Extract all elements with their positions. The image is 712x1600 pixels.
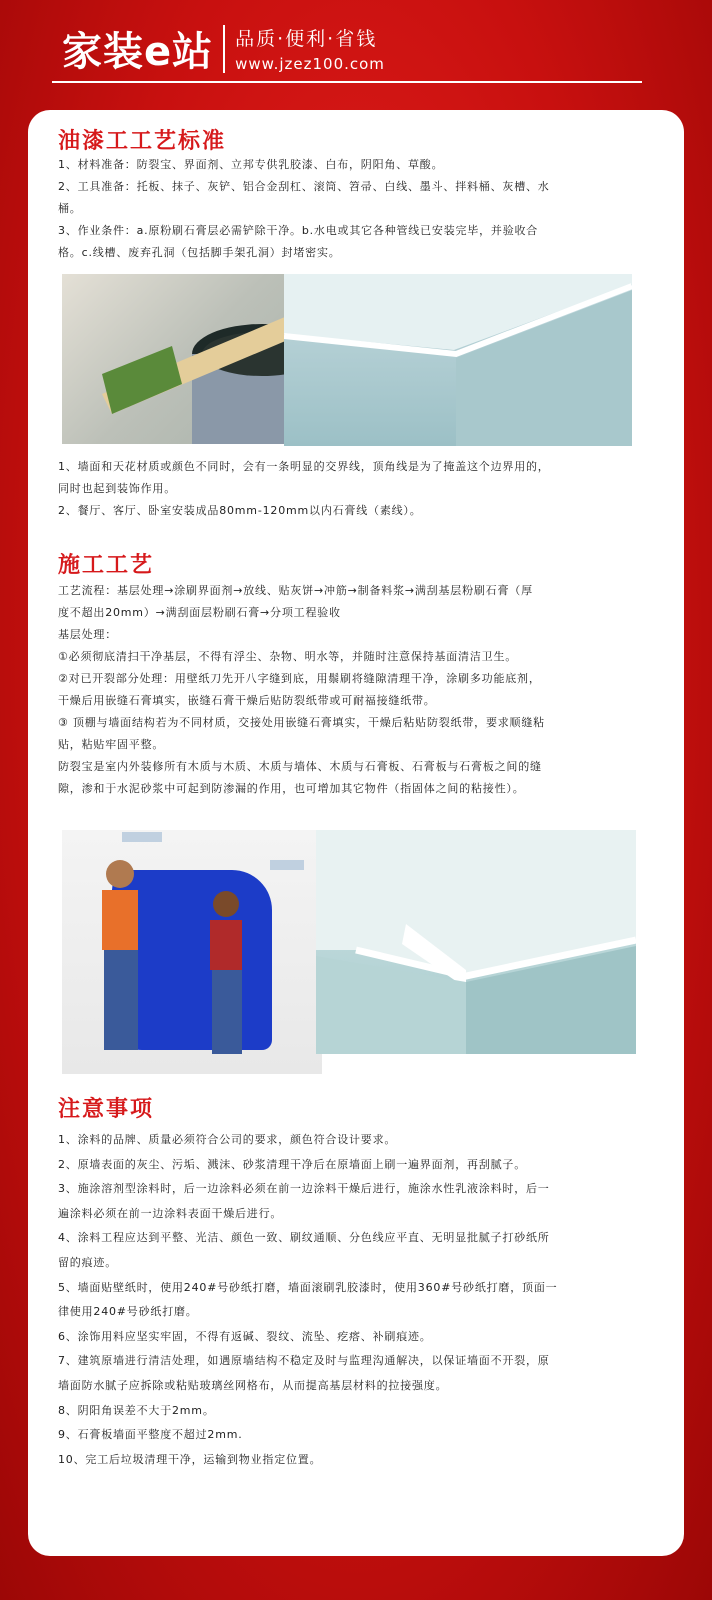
section-body-construction-process [58,580,670,800]
text-line: 7、建筑原墙进行清洁处理，如遇原墙结构不稳定及时与监理沟通解决，以保证墙面不开裂，原 [58,1354,550,1368]
page-header [0,0,712,110]
text-line: 干燥后用嵌缝石膏填实，嵌缝石膏干燥后贴防裂纸带或可耐福接缝纸带。 [58,694,436,707]
text-line: 贴，粘贴牢固平整。 [58,738,165,751]
ceiling-molding-photo-2 [316,830,636,1054]
text-line: 2、工具准备：托板、抹子、灰铲、铝合金刮杠、滚筒、笤帚、白线、墨斗、拌料桶、灰槽、水 [58,180,550,193]
brand-divider [223,25,225,73]
text-line: 1、墙面和天花材质或颜色不同时，会有一条明显的交界线，顶角线是为了掩盖这个边界用的， [58,460,550,473]
text-line: 墙面防水腻子应拆除或粘贴玻璃丝网格布，从而提高基层材料的拉接强度。 [58,1378,448,1392]
website: www.jzez100.com [235,55,385,73]
section-body-painting-standard [58,154,668,264]
text-line: 工艺流程：基层处理→涂刷界面剂→放线、贴灰饼→冲筋→制备料浆→满刮基层粉刷石膏（厚 [58,584,533,597]
brand-tagline [235,24,385,73]
text-line: 基层处理： [58,628,117,641]
ceiling-molding-illustration-2 [316,830,636,1054]
text-line: ②对已开裂部分处理：用壁纸刀先开八字缝到底，用鬃刷将缝隙清理干净，涂刷多功能底剂， [58,672,541,685]
ceiling-molding-illustration-1 [284,274,632,446]
text-line: 律使用240#号砂纸打磨。 [58,1305,198,1319]
text-line: 桶。 [58,202,82,215]
text-line: 防裂宝是室内外装修所有木质与木质、木质与墙体、木质与石膏板、石膏板与石膏板之间的缝 [58,760,542,773]
text-line: 1、涂料的品牌、质量必须符合公司的要求，颜色符合设计要求。 [58,1133,397,1146]
text-line: 留的痕迹。 [58,1255,117,1269]
text-line: 10、完工后垃圾清理干净，运输到物业指定位置。 [58,1452,322,1466]
text-line: 度不超出20mm）→满刮面层粉刷石膏→分项工程验收 [58,606,341,619]
ceiling-molding-photo-1 [284,274,632,446]
section-title-painting-standard: 油漆工工艺标准 [58,129,227,154]
text-line: 同时也起到装饰作用。 [58,482,176,495]
text-line: ①必须彻底清扫干净基层，不得有浮尘、杂物、明水等，并随时注意保持基面清洁卫生。 [58,650,518,663]
text-line: 2、餐厅、客厅、卧室安装成品80mm-120mm以内石膏线（素线）。 [58,504,422,517]
text-line: ③ 顶棚与墙面结构若为不同材质，交接处用嵌缝石膏填实，干燥后粘贴防裂纸带，要求顺缝粘 [58,716,545,729]
text-line: 3、作业条件：a.原粉刷石膏层必需铲除干净。b.水电或其它各种管线已安装完毕，并验收合 [58,224,539,237]
section-title-precautions: 注意事项 [58,1097,155,1122]
text-line: 3、施涂溶剂型涂料时，后一边涂料必须在前一边涂料干燥后进行，施涂水性乳液涂料时，后一 [58,1182,550,1196]
text-line: 2、原墙表面的灰尘、污垢、溅沫、砂浆清理干净后在原墙面上刷一遍界面剂，再刮腻子。 [58,1157,526,1171]
slogan: 品质·便利·省钱 [235,28,378,50]
text-line: 4、涂料工程应达到平整、光洁、颜色一致、刷纹通顺、分色线应平直、无明显批腻子打砂纸所 [58,1231,550,1245]
paint-can-photo [62,274,306,444]
workers-illustration [62,830,322,1074]
section-title-construction-process: 施工工艺 [58,553,155,578]
content-card [28,110,684,1556]
text-line: 8、阴阳角误差不大于2mm。 [58,1403,215,1417]
text-line: 隙，渗和于水泥砂浆中可起到防渗漏的作用，也可增加其它物件（指固体之间的粘接性）。 [58,782,525,795]
section-body-precautions [58,1128,670,1472]
section-notes-painting-standard [58,456,668,522]
text-line: 6、涂饰用料应坚实牢固，不得有返碱、裂纹、流坠、疙瘩、补刷痕迹。 [58,1329,432,1343]
text-line: 遍涂料必须在前一边涂料表面干燥后进行。 [58,1206,283,1220]
text-line: 格。c.线槽、废弃孔洞（包括脚手架孔洞）封堵密实。 [58,246,341,259]
brand-logo [62,20,385,77]
brand-name: 家装e站 [62,29,214,75]
header-divider [52,81,642,83]
paint-can-illustration [62,274,306,444]
text-line: 9、石膏板墙面平整度不超过2mm. [58,1428,243,1442]
wall-painting-workers-photo [62,830,322,1074]
text-line: 5、墙面贴壁纸时，使用240#号砂纸打磨，墙面滚刷乳胶漆时，使用360#号砂纸打磨，顶面一 [58,1280,558,1294]
text-line: 1、材料准备：防裂宝、界面剂、立邦专供乳胶漆、白布，阴阳角、草酸。 [58,158,444,171]
